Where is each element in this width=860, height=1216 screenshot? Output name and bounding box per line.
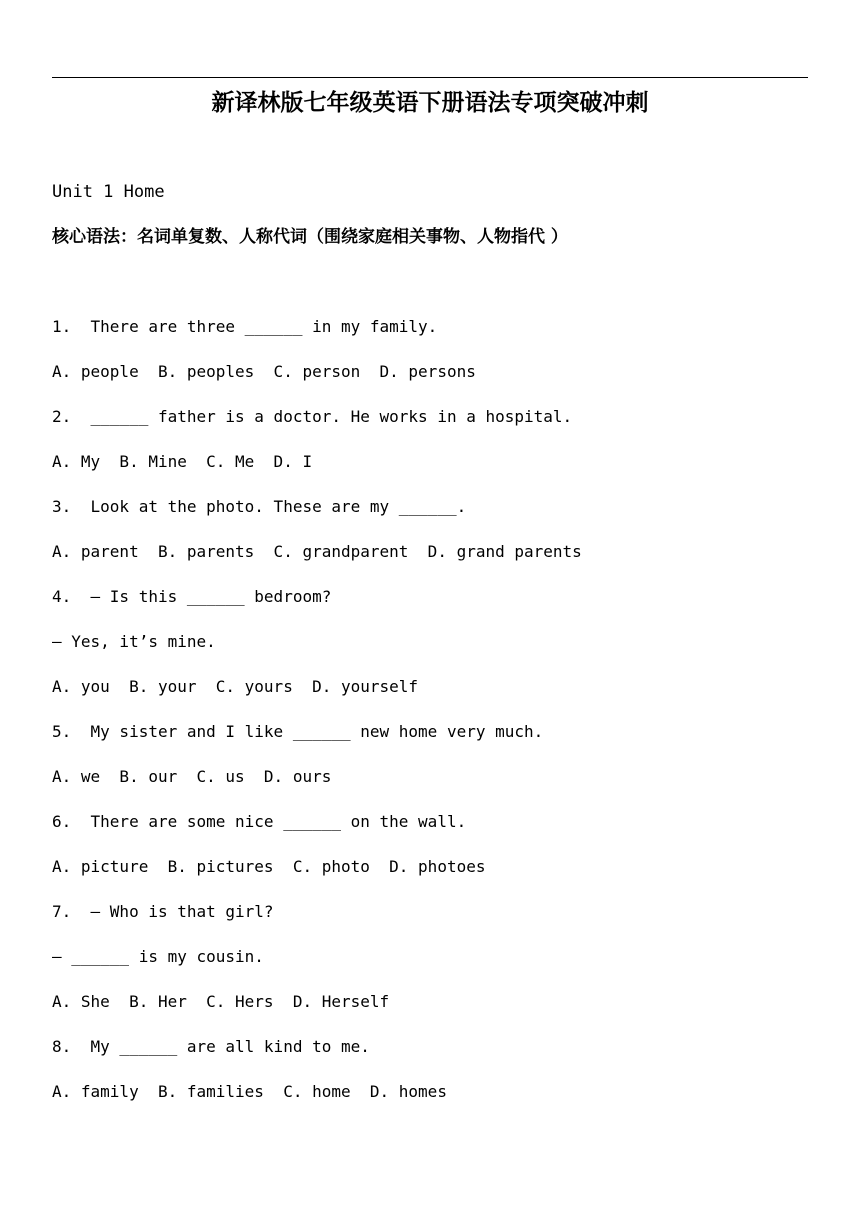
- grammar-focus: 核心语法：名词单复数、人称代词（围绕家庭相关事物、人物指代 ）: [52, 227, 568, 247]
- answer-options: A. people B. peoples C. person D. persons: [52, 362, 476, 381]
- question-1: [52, 315, 812, 405]
- answer-options: A. family B. families C. home D. homes: [52, 1082, 447, 1101]
- question-stem: 8. My ______ are all kind to me.: [52, 1037, 370, 1056]
- question-3: [52, 495, 812, 585]
- answer-options: A. picture B. pictures C. photo D. photoes: [52, 857, 486, 876]
- question-4: [52, 585, 812, 720]
- header-rule: [52, 77, 808, 78]
- question-list: [52, 315, 812, 1125]
- answer-options: A. we B. our C. us D. ours: [52, 767, 332, 786]
- answer-options: A. you B. your C. yours D. yourself: [52, 677, 419, 696]
- question-stem: 7. — Who is that girl?: [52, 902, 274, 921]
- dialogue-reply: — Yes, it’s mine.: [52, 632, 216, 651]
- question-7: [52, 900, 812, 1035]
- question-stem: 5. My sister and I like ______ new home very much.: [52, 722, 544, 741]
- dialogue-reply: — ______ is my cousin.: [52, 947, 264, 966]
- answer-options: A. parent B. parents C. grandparent D. grand parents: [52, 542, 582, 561]
- question-stem: 4. — Is this ______ bedroom?: [52, 587, 332, 606]
- question-stem: 1. There are three ______ in my family.: [52, 317, 438, 336]
- question-stem: 6. There are some nice ______ on the wall.: [52, 812, 467, 831]
- answer-options: A. She B. Her C. Hers D. Herself: [52, 992, 390, 1011]
- question-6: [52, 810, 812, 900]
- question-8: [52, 1035, 812, 1125]
- question-stem: 2. ______ father is a doctor. He works in a hospital.: [52, 407, 573, 426]
- question-2: [52, 405, 812, 495]
- question-5: [52, 720, 812, 810]
- document-title: 新译林版七年级英语下册语法专项突破冲刺: [211, 89, 649, 116]
- unit-heading: Unit 1 Home: [52, 182, 165, 202]
- answer-options: A. My B. Mine C. Me D. I: [52, 452, 313, 471]
- question-stem: 3. Look at the photo. These are my ______.: [52, 497, 467, 516]
